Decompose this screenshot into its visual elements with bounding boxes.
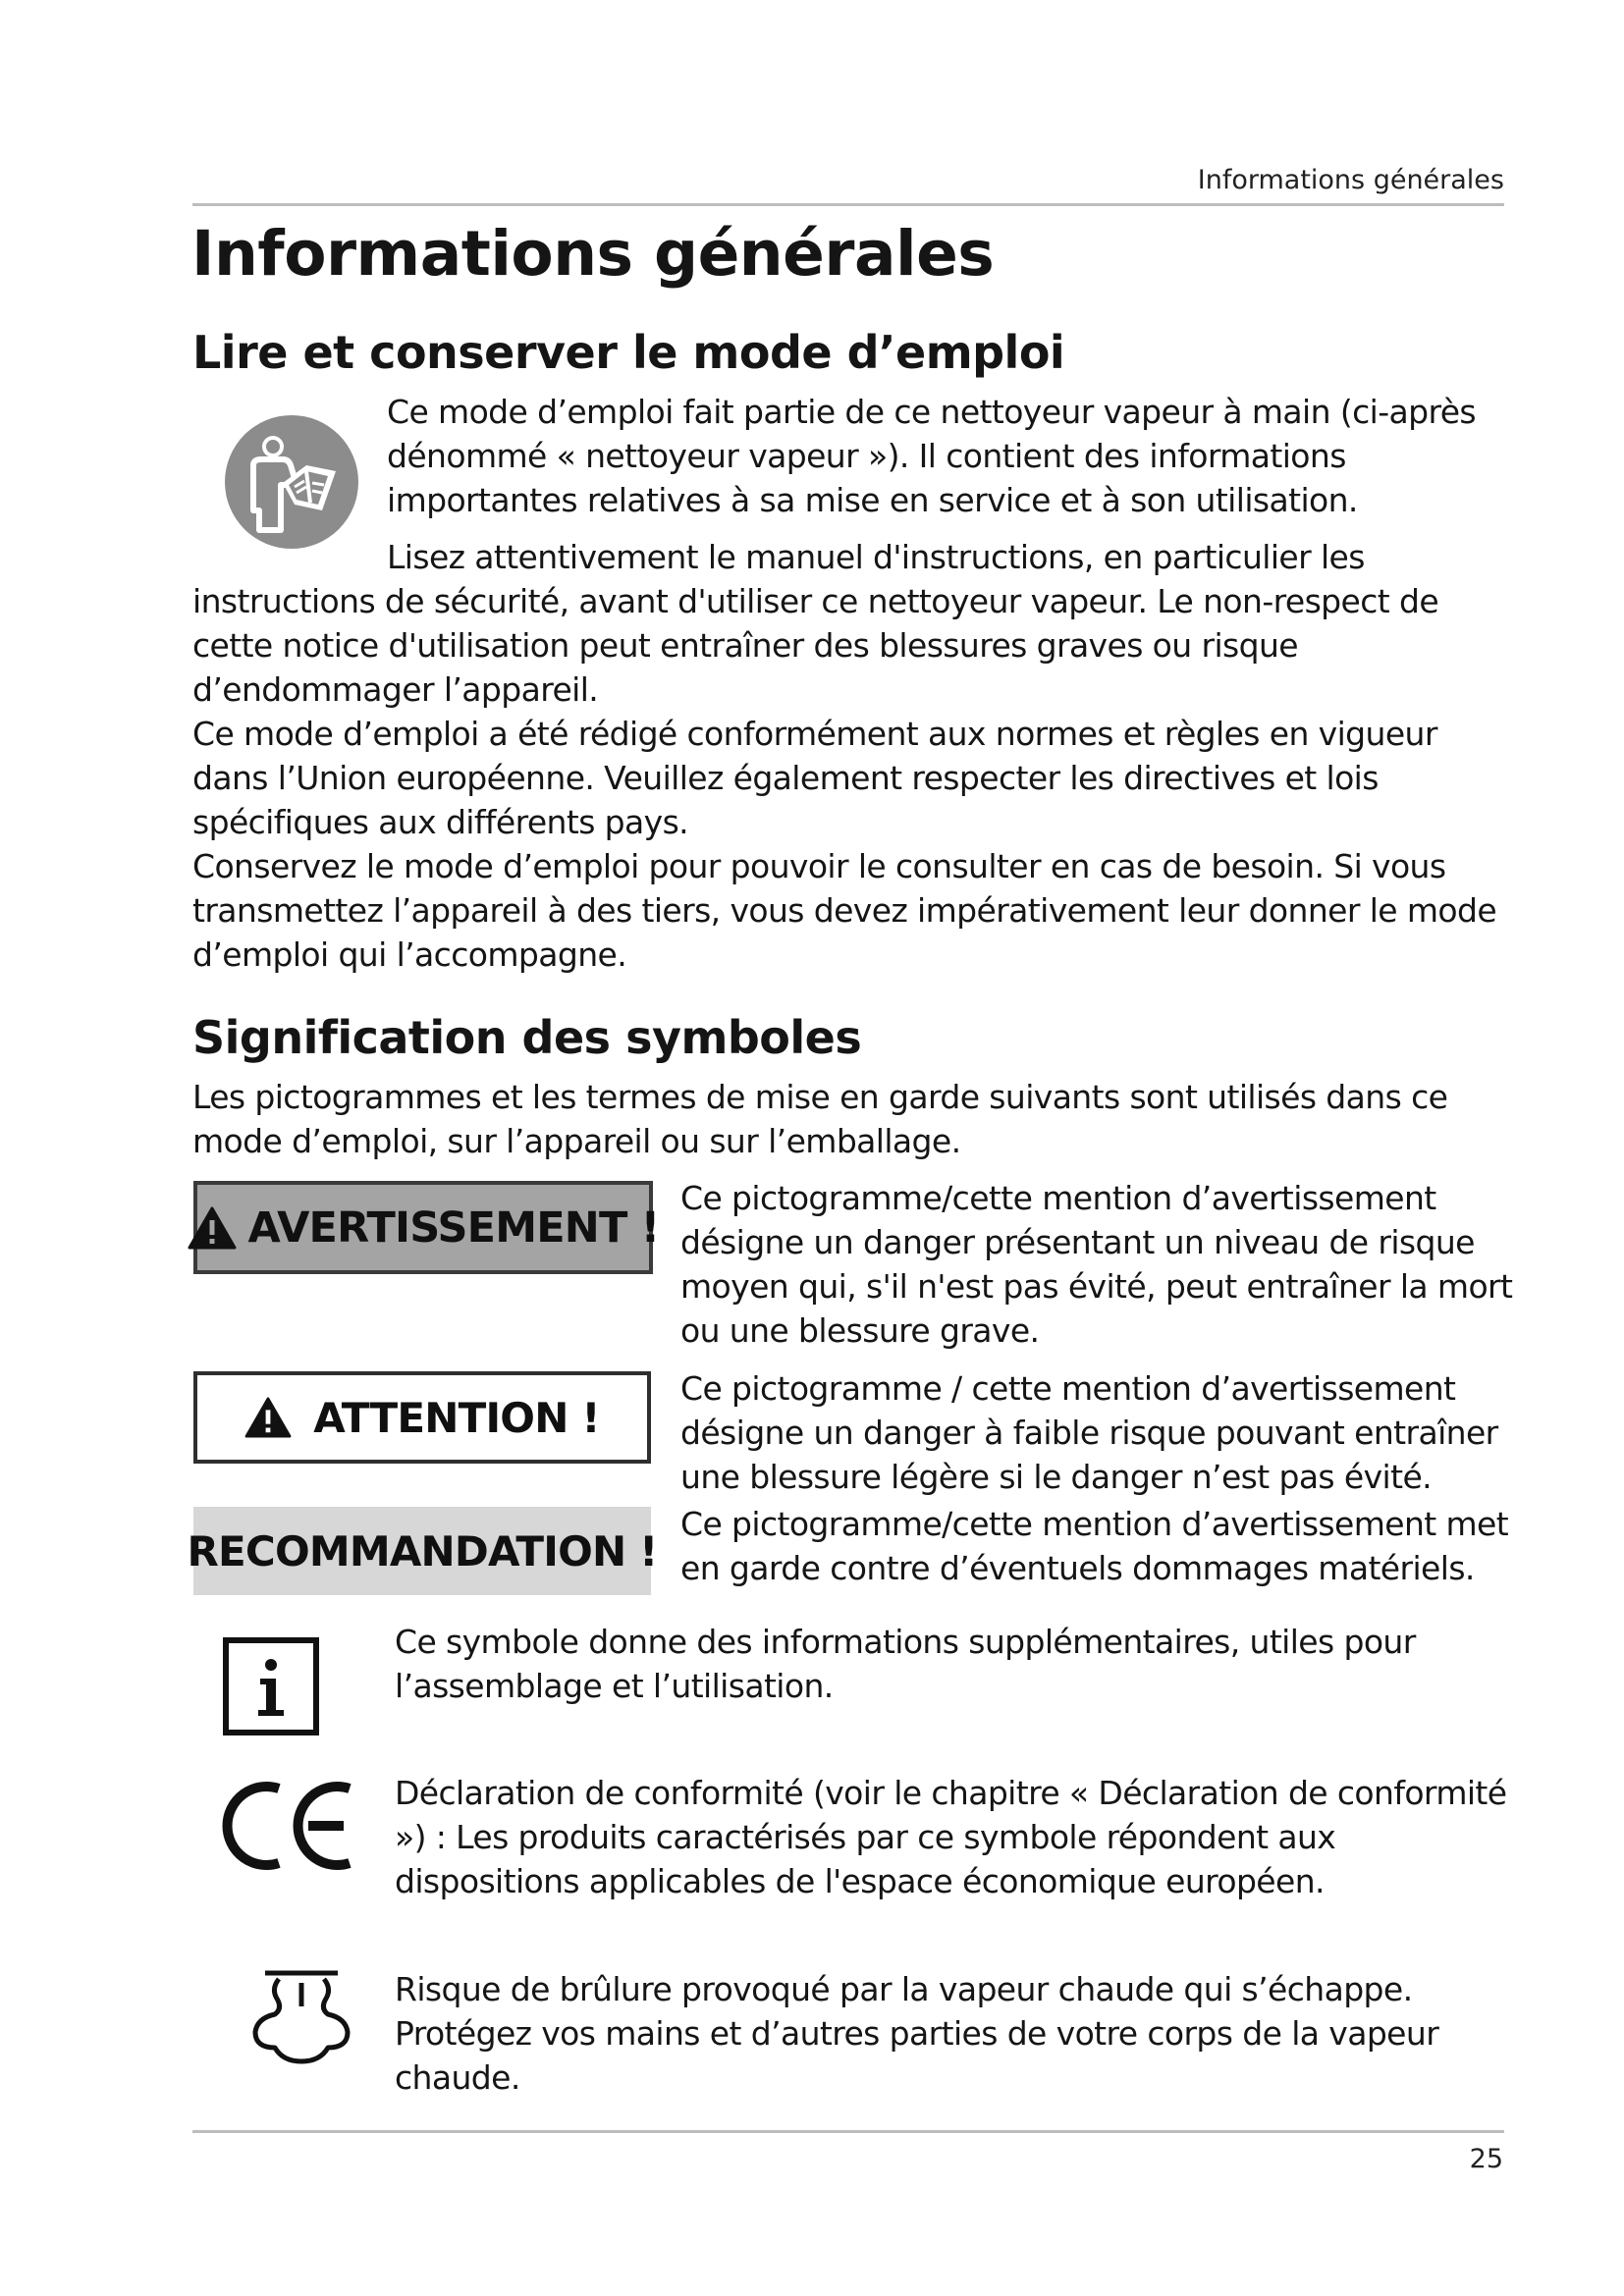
warning-triangle-icon (188, 1206, 237, 1250)
read-manual-icon (224, 414, 359, 550)
page-number: 25 (1469, 2144, 1503, 2174)
ce-description: Déclaration de conformité (voir le chapitre « Déclaration de conformité ») : Les produits caractérisés par ce symbole répondent aux dispositions applicables de l'espace économique européen. (395, 1774, 1507, 1900)
info-description: Ce symbole donne des informations supplémentaires, utiles pour l’assemblage et l’utilisation. (395, 1623, 1416, 1705)
info-icon (223, 1637, 319, 1735)
page-title: Informations générales (191, 218, 995, 290)
read-instructions-paragraph: instructions de sécurité, avant d'utiliser ce nettoyeur vapeur. Le non-respect de cette notice d'utilisation peut entraîner des blessures graves ou risque d’endommager l’appareil. (192, 582, 1439, 709)
notice-signal-box (187, 1507, 658, 1595)
caution-signal-box (193, 1371, 651, 1464)
hot-steam-icon (247, 1969, 355, 2067)
footer-divider (192, 2130, 1504, 2133)
intro-paragraph: Ce mode d’emploi fait partie de ce nettoyeur vapeur à main (ci-après dénommé « nettoyeur vapeur »). Il contient des informations importantes relatives à sa mise en service et à son utilisation. (387, 393, 1477, 519)
caution-description: Ce pictogramme / cette mention d’avertissement désigne un danger à faible risque pouvant entraîner une blessure légère si le danger n’est pas évité. (680, 1369, 1498, 1496)
conformity-paragraph: Ce mode d’emploi a été rédigé conformément aux normes et règles en vigueur dans l’Union européenne. Veuillez également respecter les directives et lois spécifiques aux différents pays. (192, 715, 1437, 841)
caution-label: ATTENTION ! (313, 1393, 600, 1442)
header-divider (192, 203, 1504, 206)
warning-triangle-icon (244, 1397, 292, 1438)
read-instructions-first-line: Lisez attentivement le manuel d'instructions, en particulier les (387, 538, 1365, 576)
keep-manual-paragraph: Conservez le mode d’emploi pour pouvoir le consulter en cas de besoin. Si vous transmettez l’appareil à des tiers, vous devez impérativement leur donner le mode d’emploi qui l’accompagne. (192, 847, 1497, 974)
ce-mark-icon (222, 1777, 359, 1875)
notice-description: Ce pictogramme/cette mention d’avertissement met en garde contre d’éventuels dommages matériels. (680, 1505, 1509, 1587)
running-header: Informations générales (1197, 165, 1504, 195)
warning-description: Ce pictogramme/cette mention d’avertissement désigne un danger présentant un niveau de risque moyen qui, s'il n'est pas évité, peut entraîner la mort ou une blessure grave. (680, 1179, 1513, 1350)
hot-steam-description: Risque de brûlure provoqué par la vapeur chaude qui s’échappe. Protégez vos mains et d’autres parties de votre corps de la vapeur chaude. (395, 1970, 1439, 2097)
notice-label: RECOMMANDATION ! (187, 1526, 658, 1575)
warning-signal-box (193, 1181, 660, 1274)
warning-label: AVERTISSEMENT ! (247, 1202, 660, 1253)
symbols-intro-paragraph: Les pictogrammes et les termes de mise en garde suivants sont utilisés dans ce mode d’emploi, sur l’appareil ou sur l’emballage. (192, 1078, 1448, 1160)
section-heading-read-manual: Lire et conserver le mode d’emploi (192, 326, 1065, 379)
section-heading-symbols: Signification des symboles (192, 1011, 862, 1064)
